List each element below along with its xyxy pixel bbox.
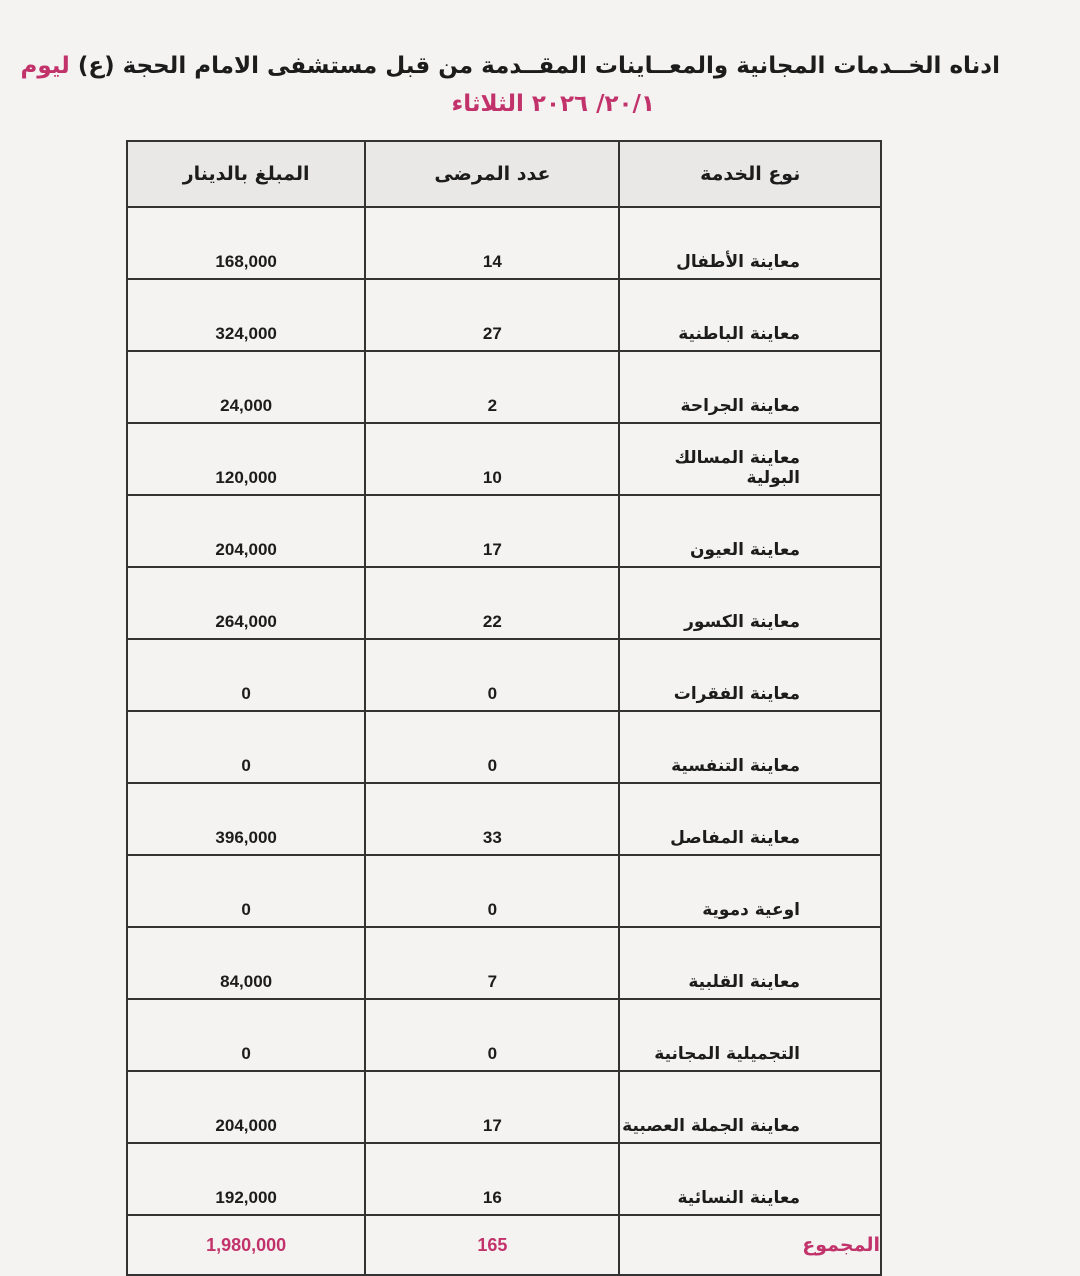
patient-count: 33: [365, 783, 619, 855]
amount-value: 0: [127, 711, 365, 783]
table-row: [127, 279, 881, 351]
table-row: [127, 927, 881, 999]
patient-count: 7: [365, 927, 619, 999]
total-row: [127, 1215, 881, 1275]
header-service: نوع الخدمة: [619, 141, 881, 207]
table-header-row: [127, 141, 881, 207]
table-row: [127, 351, 881, 423]
patient-count: 14: [365, 207, 619, 279]
amount-value: 168,000: [127, 207, 365, 279]
service-name: التجميلية المجانية: [619, 999, 881, 1071]
amount-value: 0: [127, 639, 365, 711]
patient-count: 10: [365, 423, 619, 495]
patient-count: 2: [365, 351, 619, 423]
patient-count: 22: [365, 567, 619, 639]
amount-value: 0: [127, 999, 365, 1071]
title-main: ادناه الخــدمات المجانية والمعــاينات المقــدمة من قبل مستشفى الامام الحجة (ع): [77, 53, 1000, 79]
table-row: [127, 711, 881, 783]
title-day-word: ليوم: [20, 53, 70, 79]
service-name: معاينة التنفسية: [619, 711, 881, 783]
amount-value: 0: [127, 855, 365, 927]
table-row: [127, 1071, 881, 1143]
service-name: معاينة الباطنية: [619, 279, 881, 351]
patient-count: 0: [365, 855, 619, 927]
patient-count: 17: [365, 1071, 619, 1143]
service-name: معاينة المفاصل: [619, 783, 881, 855]
header-amount: المبلغ بالدينار: [127, 141, 365, 207]
amount-value: 192,000: [127, 1143, 365, 1215]
service-name: معاينة العيون: [619, 495, 881, 567]
service-name: معاينة الكسور: [619, 567, 881, 639]
patient-count: 0: [365, 639, 619, 711]
total-label: المجموع: [619, 1215, 881, 1275]
service-name: معاينة الجملة العصبية: [619, 1071, 881, 1143]
service-name: معاينة الجراحة: [619, 351, 881, 423]
amount-value: 264,000: [127, 567, 365, 639]
service-name: معاينة المسالك البولية: [619, 423, 881, 495]
table-row: [127, 567, 881, 639]
document-date: ٢٠/١/ ٢٠٢٦ الثلاثاء: [451, 91, 655, 117]
service-name: معاينة القلبية: [619, 927, 881, 999]
amount-value: 324,000: [127, 279, 365, 351]
table-row: [127, 1143, 881, 1215]
services-table-container: [126, 140, 882, 1276]
amount-value: 204,000: [127, 1071, 365, 1143]
amount-value: 204,000: [127, 495, 365, 567]
table-row: [127, 783, 881, 855]
table-body: [127, 207, 881, 1275]
patient-count: 0: [365, 999, 619, 1071]
table-row: [127, 855, 881, 927]
table-row: [127, 999, 881, 1071]
patient-count: 16: [365, 1143, 619, 1215]
table-row: [127, 495, 881, 567]
amount-value: 24,000: [127, 351, 365, 423]
table-row: [127, 423, 881, 495]
services-table: [126, 140, 882, 1276]
table-row: [127, 639, 881, 711]
amount-value: 120,000: [127, 423, 365, 495]
table-row: [127, 207, 881, 279]
patient-count: 27: [365, 279, 619, 351]
total-patients: 165: [365, 1215, 619, 1275]
document-title: [20, 46, 1000, 86]
patient-count: 17: [365, 495, 619, 567]
patient-count: 0: [365, 711, 619, 783]
document-header: [20, 46, 1000, 122]
service-name: معاينة الفقرات: [619, 639, 881, 711]
service-name: اوعية دموية: [619, 855, 881, 927]
amount-value: 84,000: [127, 927, 365, 999]
header-patients: عدد المرضى: [365, 141, 619, 207]
amount-value: 396,000: [127, 783, 365, 855]
service-name: معاينة النسائية: [619, 1143, 881, 1215]
service-name: معاينة الأطفال: [619, 207, 881, 279]
total-amount: 1,980,000: [127, 1215, 365, 1275]
